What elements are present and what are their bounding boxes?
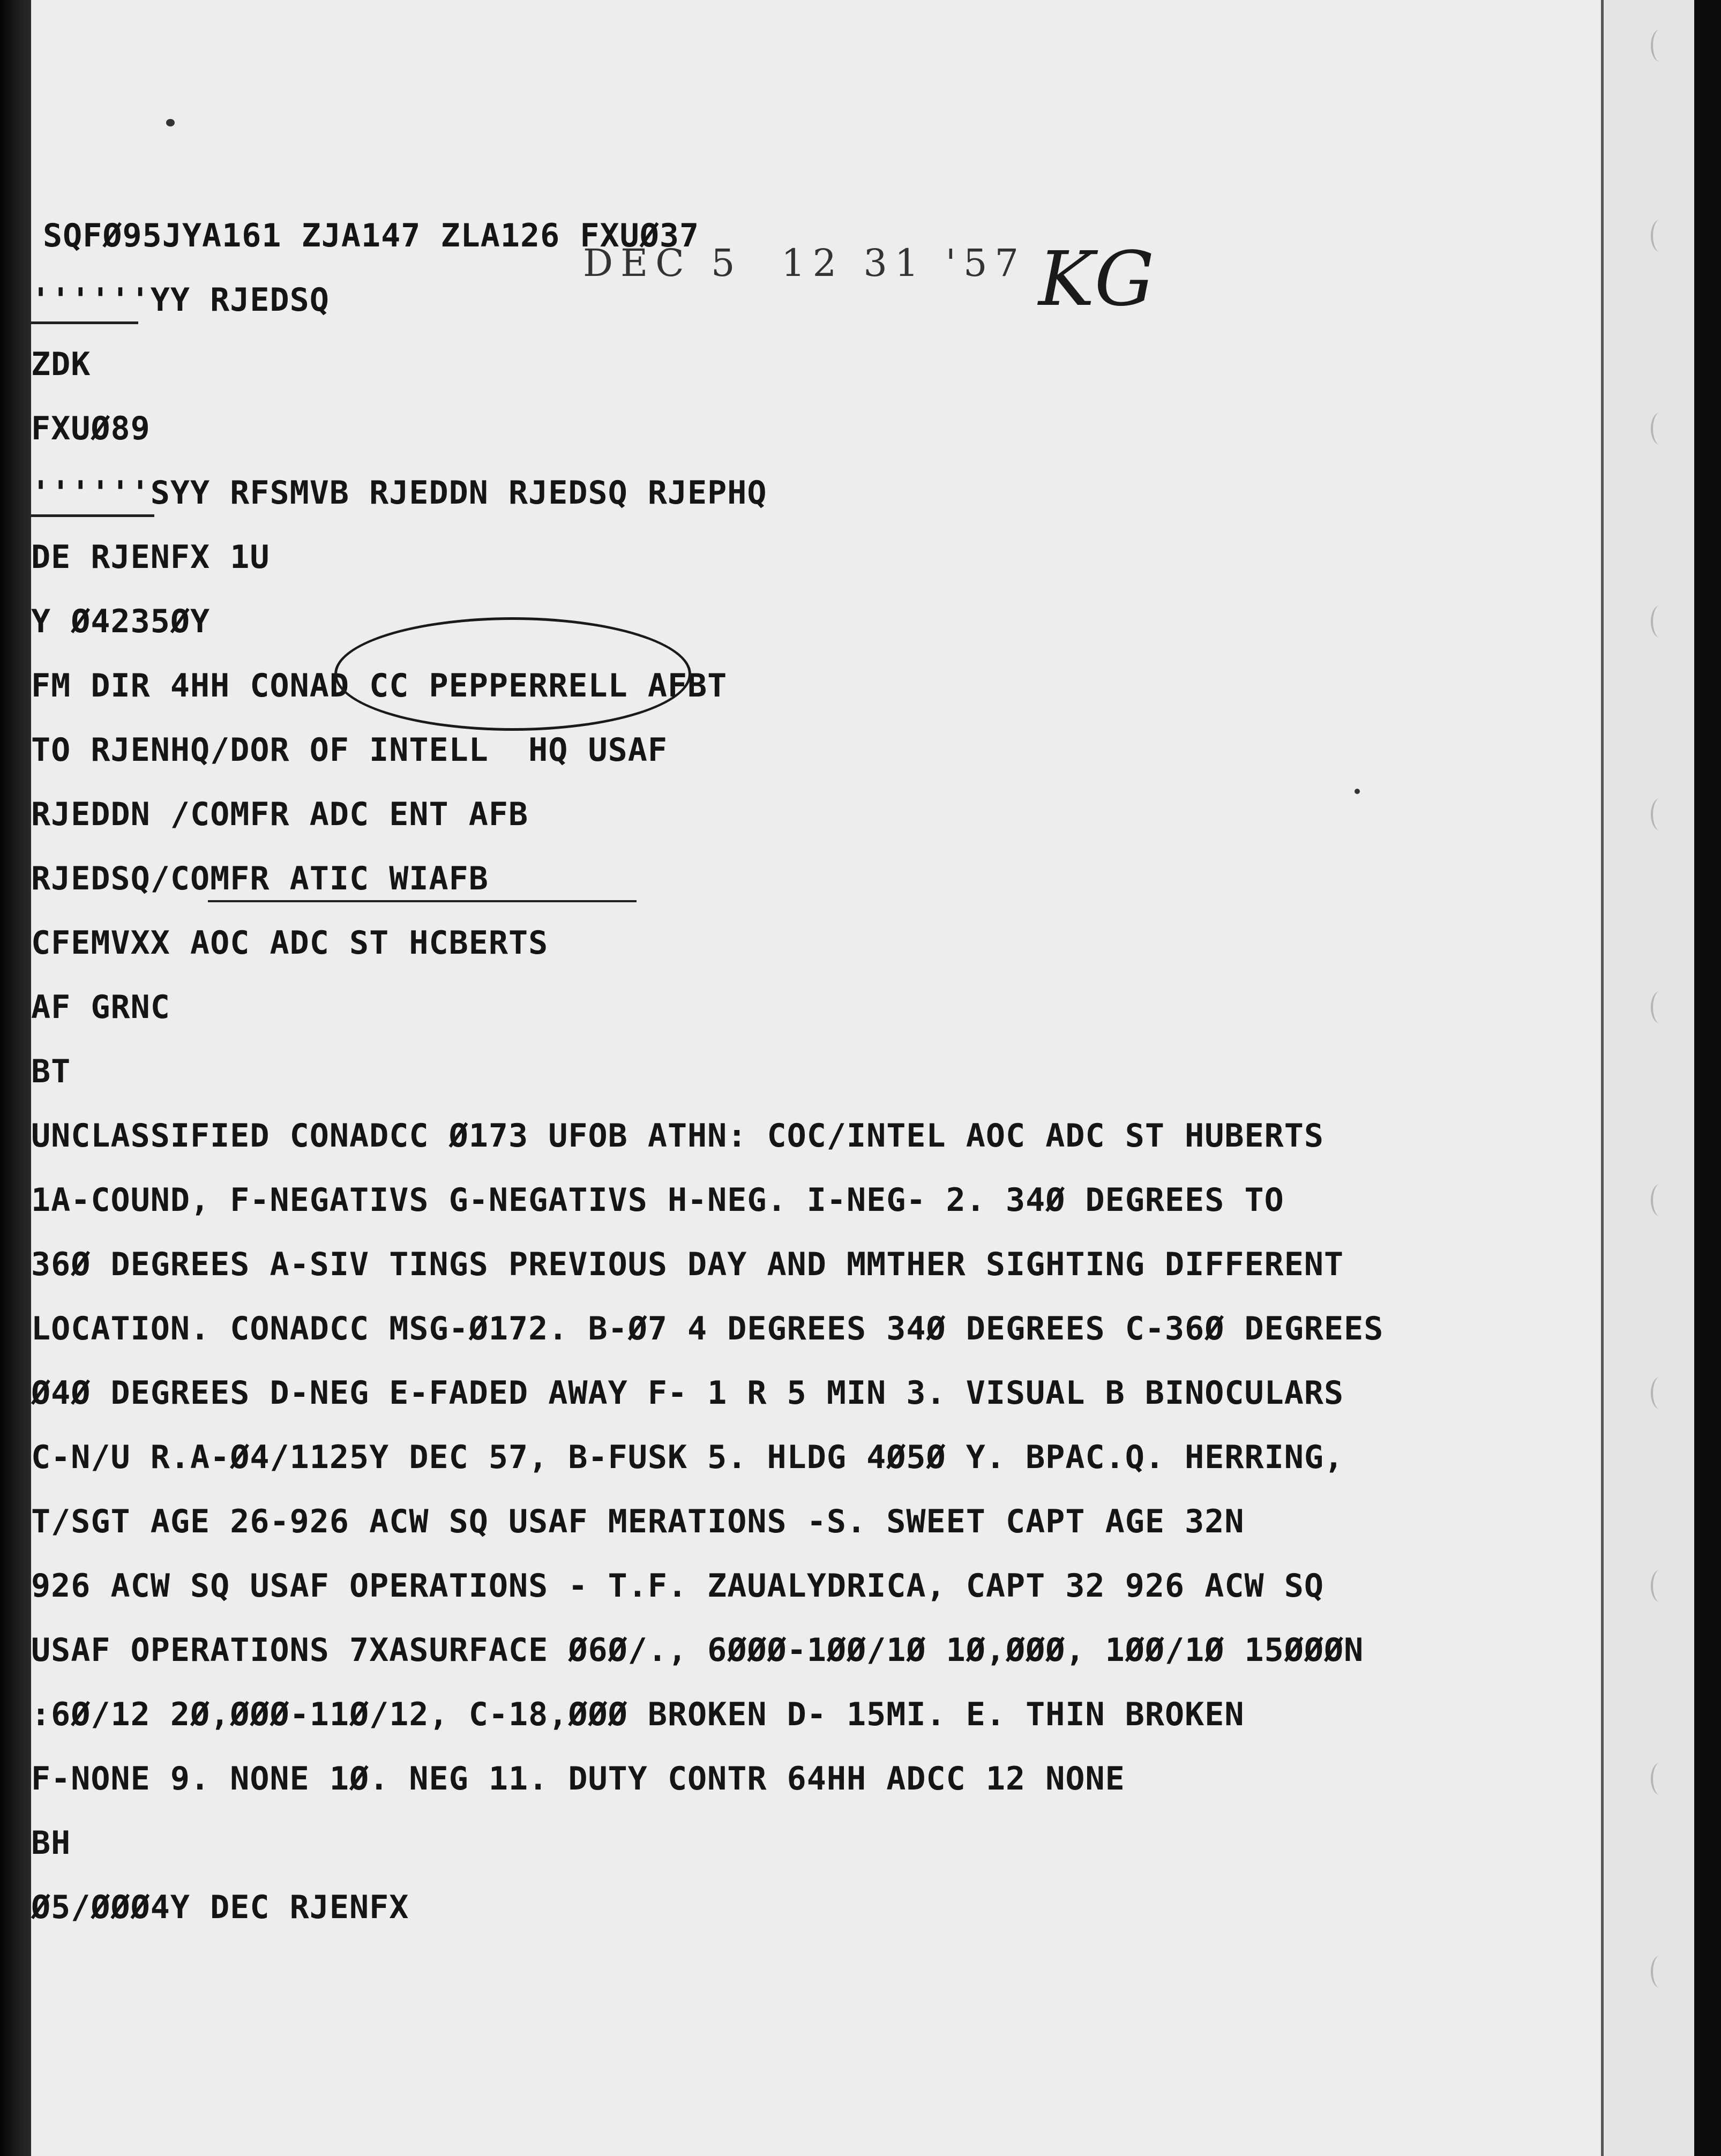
feed-hole: [1651, 605, 1669, 638]
body-line: :6Ø/12 2Ø,ØØØ-11Ø/12, C-18,ØØØ BROKEN D- 15MI. E. THIN BROKEN: [31, 1696, 1245, 1733]
feed-hole: [1651, 413, 1669, 445]
feed-hole: [1651, 1184, 1669, 1216]
feed-hole: [1651, 1763, 1669, 1795]
body-line: UNCLASSIFIED CONADCC Ø173 UFOB ATHN: COC/INTEL AOC ADC ST HUBERTS: [31, 1117, 1324, 1155]
info-addressee-line: AF GRNC: [31, 989, 170, 1026]
ink-speck: [166, 119, 175, 126]
feed-hole: [1651, 29, 1669, 62]
break-line: BT: [31, 1053, 71, 1090]
body-line: Ø4Ø DEGREES D-NEG E-FADED AWAY F- 1 R 5 MIN 3. VISUAL B BINOCULARS: [31, 1374, 1344, 1412]
ink-speck: [1355, 789, 1360, 794]
body-line: T/SGT AGE 26-926 ACW SQ USAF MERATIONS -S. SWEET CAPT AGE 32N: [31, 1503, 1245, 1540]
precedence-underline: [31, 321, 138, 324]
teletype-page: [31, 0, 1694, 2156]
routing-line: SQFØ95JYA161 ZJA147 ZLA126 FXUØ37: [43, 217, 700, 254]
handwritten-underline: [208, 900, 637, 902]
body-line: C-N/U R.A-Ø4/1125Y DEC 57, B-FUSK 5. HLDG 4Ø5Ø Y. BPAC.Q. HERRING,: [31, 1439, 1344, 1476]
to-line: TO RJENHQ/DOR OF INTELL HQ USAF: [31, 731, 668, 769]
info-addressee-line: RJEDDN /COMFR ADC ENT AFB: [31, 796, 529, 833]
feed-hole: [1651, 798, 1669, 830]
handwritten-initials: KG: [1038, 236, 1155, 323]
body-line: 36Ø DEGREES A-SIV TINGS PREVIOUS DAY AND MMTHER SIGHTING DIFFERENT: [31, 1246, 1344, 1283]
handwritten-circle: [334, 617, 691, 731]
body-line: 1A-COUND, F-NEGATIVS G-NEGATIVS H-NEG. I-NEG- 2. 34Ø DEGREES TO: [31, 1181, 1284, 1219]
dtg-line: Y Ø4235ØY: [31, 603, 211, 640]
feed-hole: [1651, 220, 1669, 252]
de-line: DE RJENFX 1U: [31, 538, 270, 576]
footer-dtg-line: Ø5/ØØØ4Y DEC RJENFX: [31, 1889, 409, 1926]
body-line: F-NONE 9. NONE 1Ø. NEG 11. DUTY CONTR 64HH ADCC 12 NONE: [31, 1760, 1125, 1798]
fxu-line: FXUØ89: [31, 410, 151, 447]
addressees-underline: [31, 514, 154, 517]
body-line: LOCATION. CONADCC MSG-Ø172. B-Ø7 4 DEGREES 34Ø DEGREES C-36Ø DEGREES: [31, 1310, 1384, 1348]
info-addressee-line: CFEMVXX AOC ADC ST HCBERTS: [31, 924, 549, 962]
feed-hole: [1651, 1570, 1669, 1602]
body-line: USAF OPERATIONS 7XASURFACE Ø6Ø/., 6ØØØ-1ØØ/1Ø 1Ø,ØØØ, 1ØØ/1Ø 15ØØØN: [31, 1631, 1364, 1669]
precedence-line: ''''''YY RJEDSQ: [31, 281, 330, 319]
body-line: 926 ACW SQ USAF OPERATIONS - T.F. ZAUALYDRICA, CAPT 32 926 ACW SQ: [31, 1567, 1324, 1605]
from-line: FM DIR 4HH CONAD CC PEPPERRELL AFBT: [31, 667, 728, 705]
feed-hole: [1651, 1377, 1669, 1409]
addressees-line: ''''''SYY RFSMVB RJEDDN RJEDSQ RJEPHQ: [31, 474, 767, 512]
received-date-stamp: DEC 5 12 31 '57: [583, 241, 1027, 285]
feed-hole: [1651, 1956, 1669, 1988]
scan-left-edge: [0, 0, 31, 2156]
scan-right-edge: [1694, 0, 1721, 2156]
feed-hole: [1651, 991, 1669, 1023]
info-addressee-line: RJEDSQ/COMFR ATIC WIAFB: [31, 860, 489, 897]
bh-line: BH: [31, 1824, 71, 1862]
zdk-line: ZDK: [31, 346, 91, 383]
